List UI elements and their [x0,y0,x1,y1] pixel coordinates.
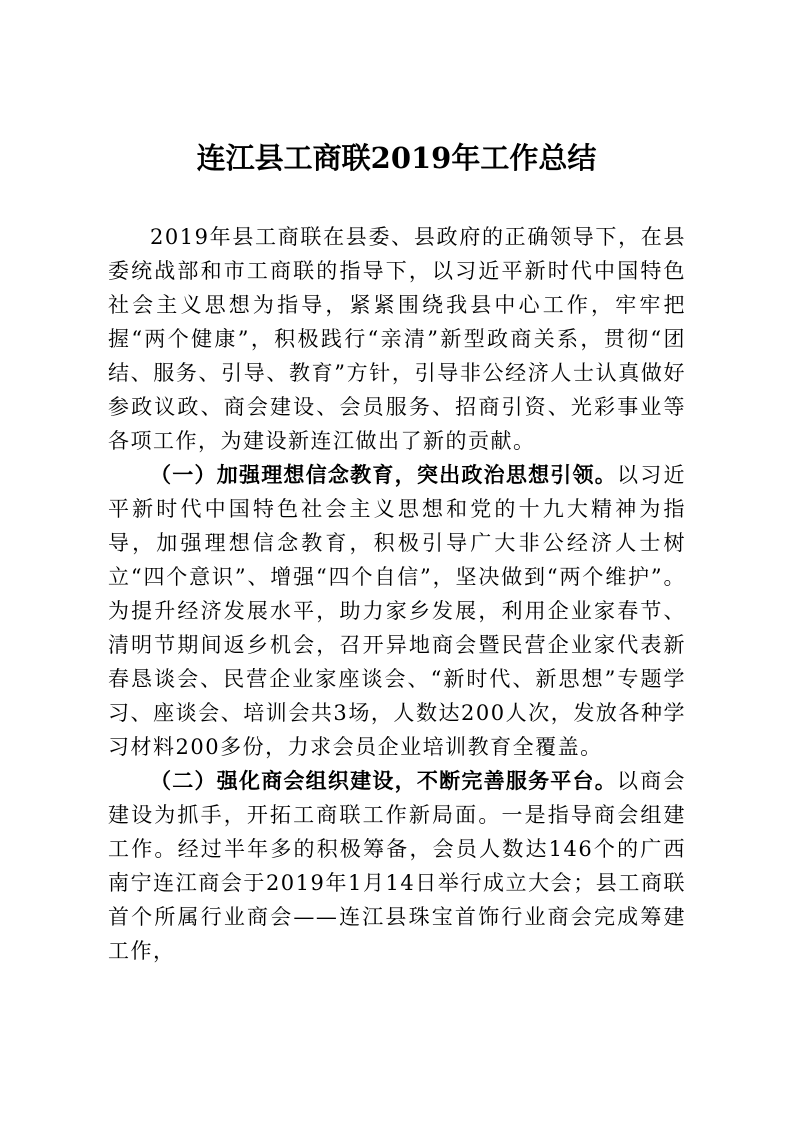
paragraph-text: 以习近平新时代中国特色社会主义思想和党的十九大精神为指导，加强理想信念教育，积极引导广大非公经济人士树立“四个意识”、增强“四个自信”，坚决做到“两个维护”。为提升经济发展水平，助力家乡发展，利用企业家春节、清明节期间返乡机会，召开异地商会暨民营企业家代表新春恳谈会、民营企业家座谈会、“新时代、新思想”专题学习、座谈会、培训会共3场，人数达200人次，发放各种学习材料200多份，力求会员企业培训教育全覆盖。 [108,463,687,759]
paragraph-text: 以商会建设为抓手，开拓工商联工作新局面。一是指导商会组建工作。经过半年多的积极筹备，会员人数达146个的广西南宁连江商会于2019年1月14日举行成立大会；县工商联首个所属行业商会——连江县珠宝首饰行业商会完成筹建工作， [108,769,687,963]
paragraph-lead: （一）加强理想信念教育，突出政治思想引领。 [150,463,618,487]
document-body [108,220,686,968]
paragraph-lead: （二）强化商会组织建设，不断完善服务平台。 [150,769,618,793]
paragraph-text: 2019年县工商联在县委、县政府的正确领导下，在县委统战部和市工商联的指导下，以习近平新时代中国特色社会主义思想为指导，紧紧围绕我县中心工作，牢牢把握“两个健康”，积极践行“亲清”新型政商关系，贯彻“团结、服务、引导、教育”方针，引导非公经济人士认真做好参政议政、商会建设、会员服务、招商引资、光彩事业等各项工作，为建设新连江做出了新的贡献。 [108,225,686,453]
document-title: 连江县工商联2019年工作总结 [196,141,597,175]
paragraph-section-2 [108,764,686,968]
paragraph-intro [108,220,686,458]
paragraph-section-1 [108,458,686,764]
